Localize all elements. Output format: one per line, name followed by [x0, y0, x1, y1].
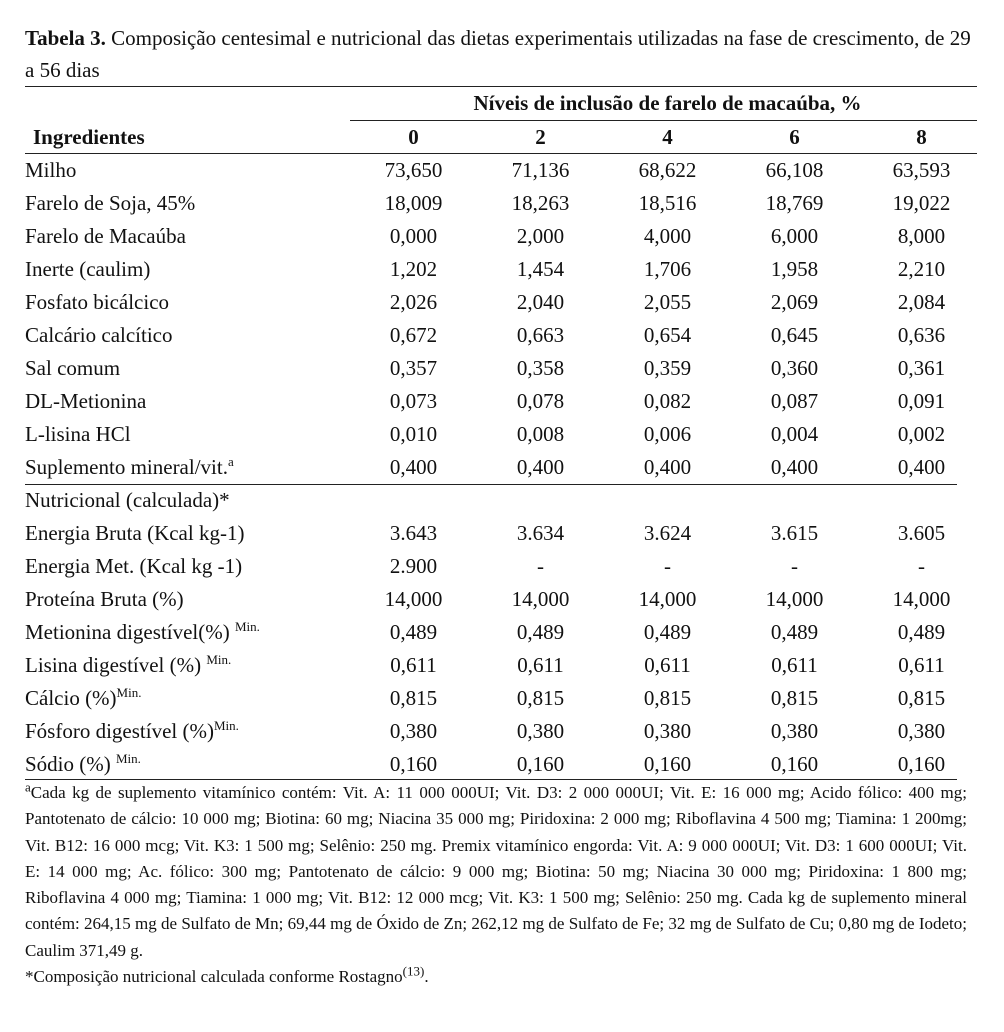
- row-label: [25, 319, 350, 352]
- table-row: [25, 385, 985, 418]
- row-label-text: Proteína Bruta (%): [25, 587, 184, 611]
- table-body: [25, 86, 985, 781]
- value-cell: 0,078: [516, 389, 565, 413]
- value-cell: 0,082: [643, 389, 692, 413]
- value-cell: 0,489: [897, 620, 946, 644]
- row-label-superscript: Min.: [206, 652, 232, 667]
- footnote-star: [25, 964, 967, 990]
- value-cell: 0,380: [770, 719, 819, 743]
- value-cell: 0,400: [643, 455, 692, 479]
- value-cell: 0,611: [644, 653, 691, 677]
- value-cell: 0,357: [389, 356, 438, 380]
- value-cell: 0,489: [770, 620, 819, 644]
- value-cell: 0,160: [770, 752, 819, 776]
- value-cell: 0,000: [389, 224, 438, 248]
- value-cell: 0,380: [516, 719, 565, 743]
- value-cell: 71,136: [511, 158, 570, 182]
- row-label: [25, 253, 350, 286]
- table-row: [25, 286, 985, 319]
- value-cell: 0,611: [517, 653, 564, 677]
- value-cell: 0,091: [897, 389, 946, 413]
- value-cell: 0,160: [897, 752, 946, 776]
- row-label-superscript: Min.: [213, 718, 239, 733]
- value-cell: 0,489: [643, 620, 692, 644]
- value-cell: 0,611: [771, 653, 818, 677]
- value-cell: 14,000: [765, 587, 824, 611]
- row-label: [25, 154, 350, 187]
- empty-header-cell: [25, 86, 350, 120]
- value-cell: 68,622: [638, 158, 697, 182]
- value-cell: 0,489: [389, 620, 438, 644]
- row-label-text: Metionina digestível(%): [25, 620, 235, 644]
- value-cell: 0,672: [389, 323, 438, 347]
- section-header-row: [25, 484, 985, 517]
- value-cell: 2,084: [897, 290, 946, 314]
- row-label: [25, 583, 350, 616]
- row-label: [25, 550, 350, 583]
- value-cell: 2,069: [770, 290, 819, 314]
- row-label-text: Energia Bruta (Kcal kg-1): [25, 521, 245, 545]
- column-header-row: [25, 120, 985, 154]
- row-label-text: Milho: [25, 158, 77, 182]
- value-cell: 0,815: [770, 686, 819, 710]
- value-cell: 0,815: [897, 686, 946, 710]
- table-row: [25, 154, 985, 187]
- value-cell: 19,022: [892, 191, 951, 215]
- value-cell: 0,611: [390, 653, 437, 677]
- value-cell: 14,000: [384, 587, 443, 611]
- value-cell: 0,359: [643, 356, 692, 380]
- row-label: [25, 352, 350, 385]
- value-cell: 0,663: [516, 323, 565, 347]
- value-cell: 0,636: [897, 323, 946, 347]
- row-label: [25, 517, 350, 550]
- row-label-text: Farelo de Soja, 45%: [25, 191, 196, 215]
- row-label-superscript: Min.: [116, 751, 141, 766]
- row-label-text: Lisina digestível (%): [25, 653, 207, 677]
- value-cell: 0,489: [516, 620, 565, 644]
- value-cell: 18,769: [765, 191, 824, 215]
- value-cell: 1,454: [516, 257, 565, 281]
- value-cell: 3.643: [389, 521, 438, 545]
- group-header-row: [25, 86, 985, 120]
- row-label: [25, 649, 350, 682]
- level-header: 6: [789, 124, 800, 149]
- row-label: [25, 385, 350, 418]
- row-label-text: Farelo de Macaúba: [25, 224, 186, 248]
- value-cell: 0,400: [516, 455, 565, 479]
- row-label-text: Inerte (caulim): [25, 257, 151, 281]
- value-cell: 0,380: [389, 719, 438, 743]
- row-label-text: L-lisina HCl: [25, 422, 131, 446]
- value-cell: 0,087: [770, 389, 819, 413]
- value-cell: 0,004: [770, 422, 819, 446]
- value-cell: -: [918, 554, 925, 578]
- value-cell: 0,160: [516, 752, 565, 776]
- row-label-superscript: a: [227, 454, 234, 469]
- value-cell: -: [791, 554, 798, 578]
- row-label: [25, 451, 350, 484]
- value-cell: 0,400: [770, 455, 819, 479]
- value-cell: 0,008: [516, 422, 565, 446]
- value-cell: 66,108: [765, 158, 824, 182]
- table-row: [25, 451, 985, 484]
- composition-table: [25, 86, 985, 781]
- row-label: [25, 616, 350, 649]
- table-row: [25, 715, 985, 748]
- table-row: [25, 649, 985, 682]
- value-cell: 14,000: [892, 587, 951, 611]
- value-cell: 14,000: [638, 587, 697, 611]
- value-cell: 0,010: [389, 422, 438, 446]
- value-cell: 2,040: [516, 290, 565, 314]
- row-label: [25, 748, 350, 781]
- value-cell: 0,361: [897, 356, 946, 380]
- table-caption: [25, 22, 975, 86]
- level-header: 8: [916, 124, 927, 149]
- row-label-text: Sódio (%): [25, 752, 116, 776]
- value-cell: 14,000: [511, 587, 570, 611]
- level-header: 2: [535, 124, 546, 149]
- value-cell: 0,400: [389, 455, 438, 479]
- table-row: [25, 418, 985, 451]
- table-row: [25, 517, 985, 550]
- level-header: 0: [408, 124, 419, 149]
- row-label-text: DL-Metionina: [25, 389, 147, 413]
- table-footnotes: [25, 780, 967, 990]
- value-cell: 0,815: [389, 686, 438, 710]
- value-cell: 1,958: [770, 257, 819, 281]
- value-cell: 0,380: [643, 719, 692, 743]
- row-label: [25, 220, 350, 253]
- value-cell: 0,358: [516, 356, 565, 380]
- value-cell: 0,815: [643, 686, 692, 710]
- value-cell: 2,055: [643, 290, 692, 314]
- table-row: [25, 550, 985, 583]
- ingredients-header: Ingredientes: [33, 124, 145, 149]
- value-cell: 8,000: [897, 224, 946, 248]
- value-cell: 0,645: [770, 323, 819, 347]
- table-row: [25, 187, 985, 220]
- row-label-text: Cálcio (%): [25, 686, 117, 710]
- row-label: [25, 187, 350, 220]
- value-cell: 4,000: [643, 224, 692, 248]
- value-cell: 3.605: [897, 521, 946, 545]
- row-label-superscript: Min.: [116, 685, 142, 700]
- nutritional-section-header: Nutricional (calculada)*: [25, 488, 230, 512]
- value-cell: 1,202: [389, 257, 438, 281]
- row-label-superscript: Min.: [234, 619, 260, 634]
- value-cell: 1,706: [643, 257, 692, 281]
- row-label-text: Calcário calcítico: [25, 323, 173, 347]
- table-row: [25, 352, 985, 385]
- footnote-star-ref: (13): [402, 963, 425, 979]
- table-row: [25, 616, 985, 649]
- footnote-star-end: .: [424, 967, 429, 987]
- value-cell: 3.624: [643, 521, 692, 545]
- value-cell: 63,593: [892, 158, 951, 182]
- row-label-text: Sal comum: [25, 356, 121, 380]
- table-row: [25, 220, 985, 253]
- value-cell: 2,026: [389, 290, 438, 314]
- value-cell: 0,160: [389, 752, 438, 776]
- table-row: [25, 253, 985, 286]
- value-cell: -: [537, 554, 544, 578]
- footnote-a-mark: a: [25, 779, 31, 795]
- value-cell: 18,516: [638, 191, 697, 215]
- row-label: [25, 715, 350, 748]
- footnote-a: [25, 780, 967, 964]
- row-label-text: Energia Met. (Kcal kg -1): [25, 554, 243, 578]
- value-cell: 18,009: [384, 191, 443, 215]
- value-cell: 6,000: [770, 224, 819, 248]
- value-cell: 3.634: [516, 521, 565, 545]
- value-cell: 0,400: [897, 455, 946, 479]
- value-cell: 0,360: [770, 356, 819, 380]
- caption-text: Composição centesimal e nutricional das dietas experimentais utilizadas na fase de crescimento, de 29 a 56 dias: [25, 26, 971, 82]
- table-row: [25, 583, 985, 616]
- value-cell: 73,650: [384, 158, 443, 182]
- value-cell: 0,002: [897, 422, 946, 446]
- value-cell: 2.900: [389, 554, 438, 578]
- value-cell: 0,815: [516, 686, 565, 710]
- value-cell: 0,611: [898, 653, 945, 677]
- value-cell: 0,006: [643, 422, 692, 446]
- value-cell: 0,160: [643, 752, 692, 776]
- value-cell: 2,000: [516, 224, 565, 248]
- table-row: [25, 748, 985, 781]
- value-cell: 3.615: [770, 521, 819, 545]
- level-header: 4: [662, 124, 673, 149]
- row-label: [25, 682, 350, 715]
- value-cell: 0,654: [643, 323, 692, 347]
- row-label-text: Suplemento mineral/vit.: [25, 455, 228, 479]
- value-cell: 18,263: [511, 191, 570, 215]
- group-header: Níveis de inclusão de farelo de macaúba, %: [473, 90, 862, 115]
- value-cell: 0,380: [897, 719, 946, 743]
- row-label-text: Fósforo digestível (%): [25, 719, 214, 743]
- table-row: [25, 682, 985, 715]
- value-cell: -: [664, 554, 671, 578]
- caption-label: Tabela 3.: [25, 26, 106, 50]
- footnote-star-text: *Composição nutricional calculada conforme Rostagno: [25, 967, 403, 987]
- row-label-text: Fosfato bicálcico: [25, 290, 170, 314]
- row-label: [25, 286, 350, 319]
- value-cell: 2,210: [897, 257, 946, 281]
- footnote-a-text: Cada kg de suplemento vitamínico contém: Vit. A: 11 000 000UI; Vit. D3: 2 000 000UI; Vit. E: 16 000 mg; Acido fólico: 400 mg; Pantotenato de cálcio: 10 000 mg; Biotina: 60 mg; Niacina 35 000 mg; Piridoxina: 2 000 mg; Riboflavina 4 500 mg; Tiamina: 1 200mg; Vit. B12: 16 000 mcg; Vit. K3: 1 500 mg; Selênio: 250 mg. Premix vitamínico engorda: Vit. A: 9 000 000UI; Vit. D3: 1 600 000UI; Vit. E: 14 000 mg; Ac. fólico: 300 mg; Pantotenato de cálcio: 9 000 mg; Biotina: 50 mg; Niacina 30 000 mg; Piridoxina: 1 800 mg; Riboflavina 4 000 mg; Tiamina: 1 000 mg; Vit. B12: 12 000 mcg; Vit. K3: 1 500 mg; Selênio: 250 mg. Cada kg de suplemento mineral contém: 264,15 mg de Sulfato de Mn; 69,44 mg de Óxido de Zn; 262,12 mg de Sulfato de Fe; 32 mg de Sulfato de Cu; 0,80 mg de Iodeto; Caulim 371,49 g.: [25, 783, 967, 960]
- value-cell: 0,073: [389, 389, 438, 413]
- table-row: [25, 319, 985, 352]
- row-label: [25, 418, 350, 451]
